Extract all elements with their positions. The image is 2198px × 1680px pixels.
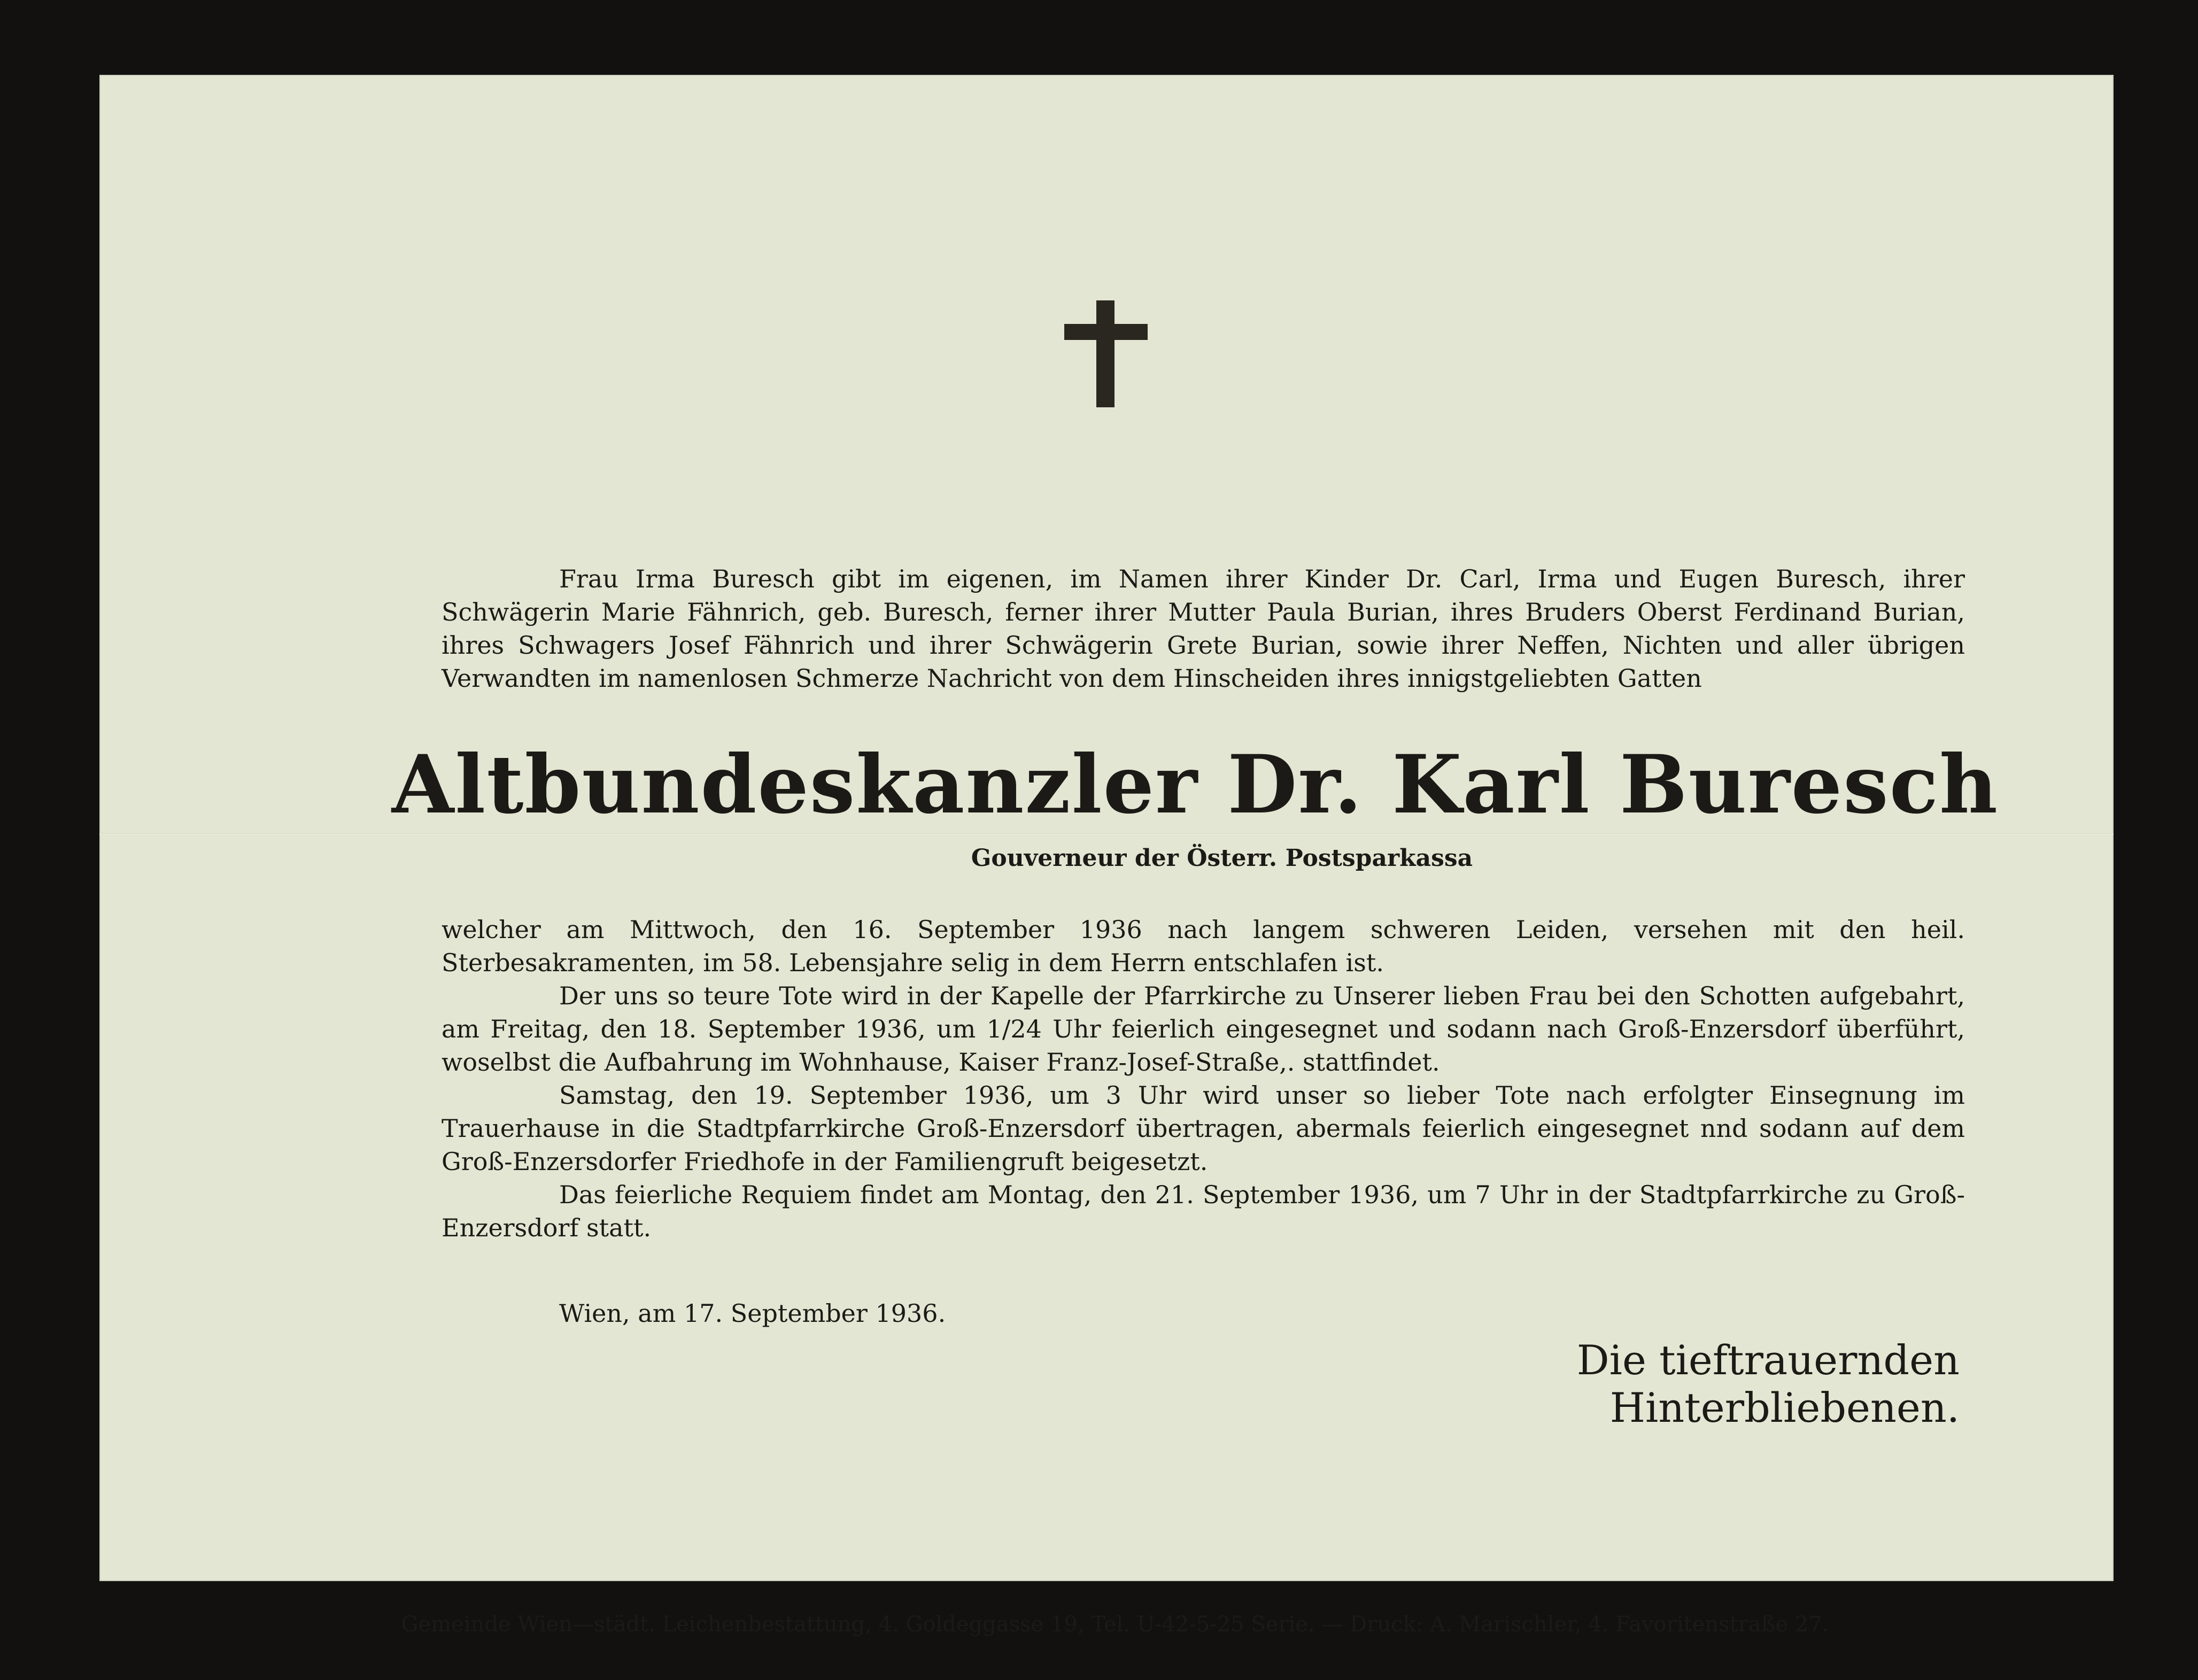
intro-paragraph [442,562,1965,695]
signature-line: Die tieftrauernden Hinterbliebenen. [1576,1336,1960,1431]
printer-footer: Gemeinde Wien—städt. Leichenbestattung, 4. Goldeggasse 19, Tel. U-42-5-25 Serie. — Druck: A. Marischler, 4. Favoritenstraße 27. [401,1612,1829,1637]
date-line: Wien, am 17. September 1936. [559,1299,946,1328]
body-paragraph-2: Der uns so teure Tote wird in der Kapelle der Pfarrkirche zu Unserer lieben Frau bei den Schotten aufgebahrt, am Freitag, den 18. September 1936, um 1/24 Uhr feierlich eingesegnet und sodann nach Groß-Enzersdorf überführt, woselbst die Aufbahrung im Wohnhause, Kaiser Franz-Josef-Straße,. stattfindet. [442,981,1965,1077]
deceased-name: Altbundeskanzler Dr. Karl Buresch [391,738,1999,832]
body-paragraph-1: welcher am Mittwoch, den 16. September 1936 nach langem schweren Leiden, versehen mit den heil. Sterbesakramenten, im 58. Lebensjahre selig in dem Herrn entschlafen ist. [442,915,1965,977]
obituary-sheet [99,75,2114,1637]
fold-line [99,833,2114,835]
body-paragraph-3: Samstag, den 19. September 1936, um 3 Uhr wird unser so lieber Tote nach erfolgter Einsegnung im Trauerhause in die Stadtpfarrkirche Groß-Enzersdorf übertragen, abermals feierlich eingesegnet nnd sodann auf dem Groß-Enzersdorfer Friedhofe in der Familiengruft beigesetzt. [442,1081,1965,1176]
body-paragraph-4: Das feierliche Requiem findet am Montag, den 21. September 1936, um 7 Uhr in der Stadtpfarrkirche zu Groß-Enzersdorf statt. [442,1180,1965,1242]
body-text [442,913,1965,1244]
deceased-position: Gouverneur der Österr. Postsparkassa [971,845,1473,872]
latin-cross-icon [1064,300,1148,407]
intro-text: Frau Irma Buresch gibt im eigenen, im Namen ihrer Kinder Dr. Carl, Irma und Eugen Buresch, ihrer Schwägerin Marie Fähnrich, geb. Buresch, ferner ihrer Mutter Paula Burian, ihres Bruders Oberst Ferdinand Burian, ihres Schwagers Josef Fähnrich und ihrer Schwägerin Grete Burian, sowie ihrer Neffen, Nichten und aller übrigen Verwandten im namenlosen Schmerze Nachricht von dem Hinscheiden ihres innigstgeliebten Gatten [442,564,1965,693]
